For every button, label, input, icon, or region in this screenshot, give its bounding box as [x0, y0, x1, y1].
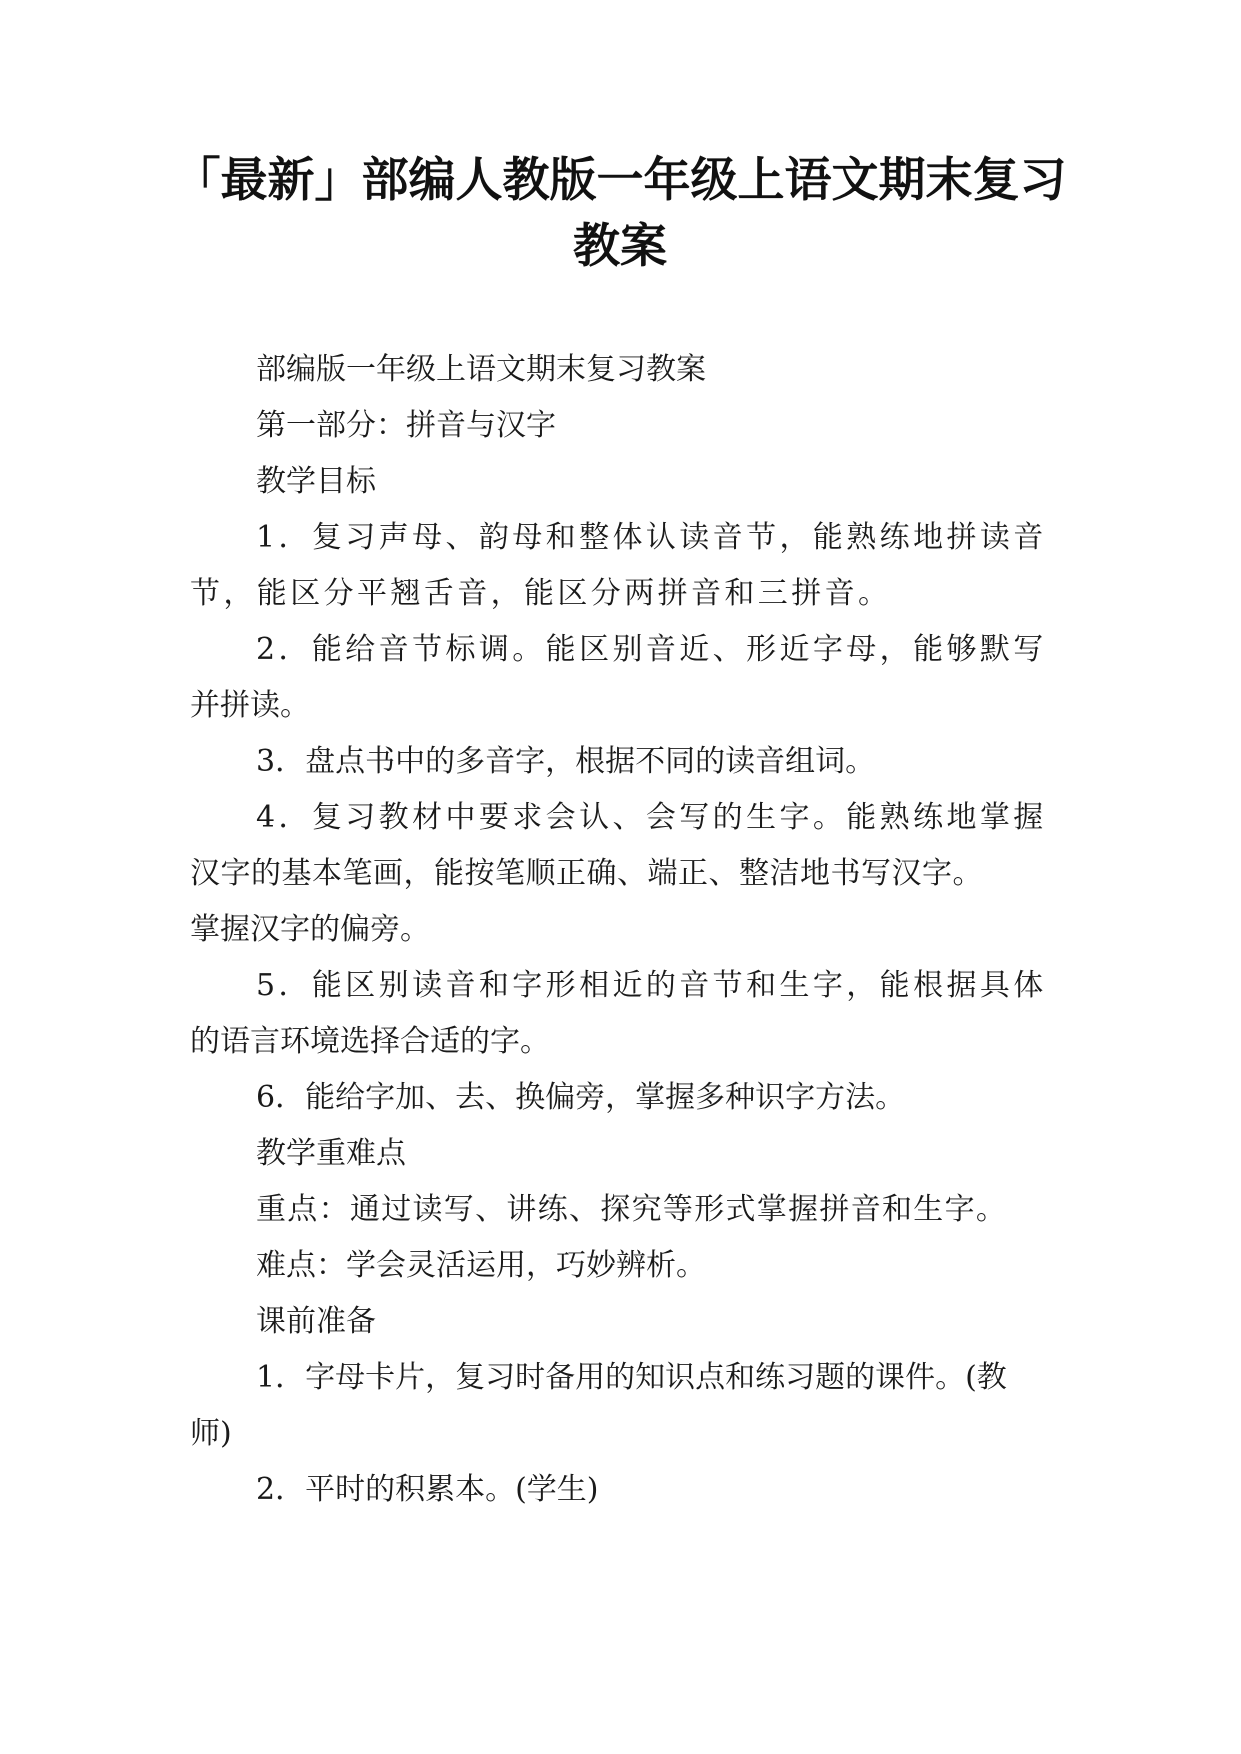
paragraph-line: 2．能给音节标调。能区别音近、形近字母，能够默写 [256, 632, 1047, 667]
paragraph-line: 3．盘点书中的多音字，根据不同的读音组词。 [256, 744, 876, 779]
document-title [170, 148, 1070, 280]
paragraph-line: 4．复习教材中要求会认、会写的生字。能熟练地掌握 [256, 800, 1047, 835]
paragraph-line: 掌握汉字的偏旁。 [190, 912, 430, 947]
paragraph-line: 难点：学会灵活运用，巧妙辨析。 [256, 1248, 706, 1283]
section-heading: 第一部分：拼音与汉字 [256, 408, 556, 443]
heading-teaching-goals: 教学目标 [256, 464, 376, 499]
paragraph-line: 的语言环境选择合适的字。 [190, 1024, 550, 1059]
subtitle: 部编版一年级上语文期末复习教案 [256, 352, 706, 387]
paragraph-line: 1．复习声母、韵母和整体认读音节，能熟练地拼读音 [256, 520, 1047, 555]
title-line-1: 「最新」部编人教版一年级上语文期末复习 [173, 153, 1067, 208]
heading-key-points: 教学重难点 [256, 1136, 406, 1171]
paragraph-line: 汉字的基本笔画，能按笔顺正确、端正、整洁地书写汉字。 [190, 856, 983, 891]
paragraph-line: 师) [190, 1416, 232, 1451]
paragraph-line: 节，能区分平翘舌音，能区分两拼音和三拼音。 [190, 576, 892, 611]
paragraph-line: 并拼读。 [190, 688, 310, 723]
heading-preparation: 课前准备 [256, 1304, 376, 1339]
paragraph-line: 6．能给字加、去、换偏旁，掌握多种识字方法。 [256, 1080, 906, 1115]
paragraph-line: 重点：通过读写、讲练、探究等形式掌握拼音和生字。 [256, 1192, 1008, 1227]
paragraph-line: 2．平时的积累本。(学生) [256, 1472, 599, 1507]
paragraph-line: 1．字母卡片，复习时备用的知识点和练习题的课件。(教 [256, 1360, 1007, 1395]
title-line-2: 教案 [573, 219, 667, 274]
paragraph-line: 5．能区别读音和字形相近的音节和生字，能根据具体 [256, 968, 1047, 1003]
